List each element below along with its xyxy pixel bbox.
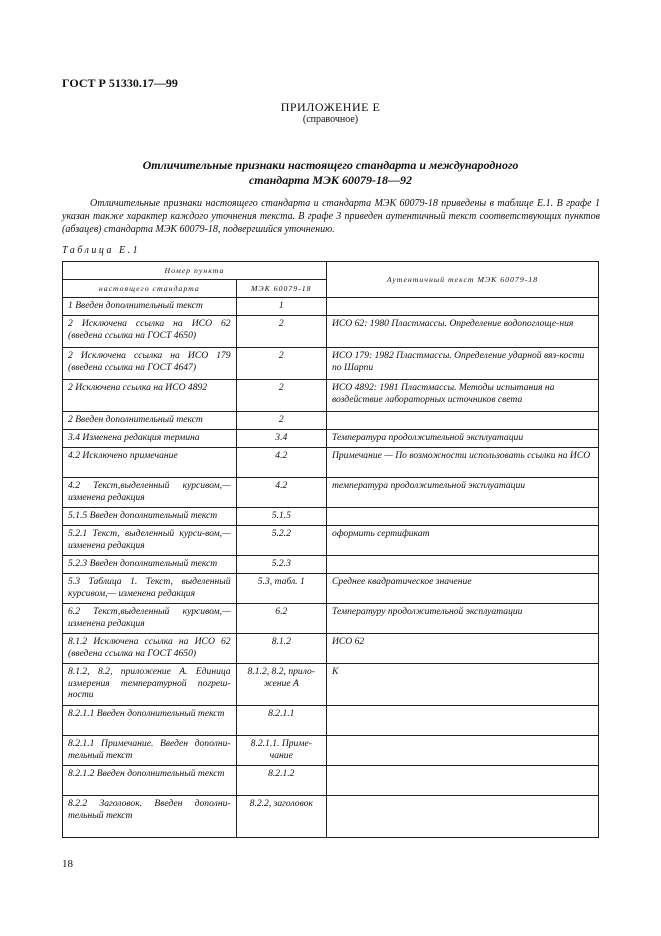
cell-iec-clause: 1 — [236, 298, 326, 316]
table-row — [63, 448, 599, 478]
cell-this-standard: 5.1.5 Введен дополнительный текст — [63, 508, 237, 526]
table-row — [63, 604, 599, 634]
cell-authentic-text — [326, 412, 598, 430]
cell-authentic-text — [326, 736, 598, 766]
cell-this-standard: 8.2.1.1 Введен дополнительный текст — [63, 706, 237, 736]
table-row — [63, 316, 599, 348]
table-row — [63, 298, 599, 316]
table-row — [63, 556, 599, 574]
table-row — [63, 796, 599, 838]
header-authentic-text: Аутентичный текст МЭК 60079-18 — [326, 262, 598, 298]
cell-authentic-text: Примечание — По возможности использовать ссылки на ИСО — [326, 448, 598, 478]
table-row — [63, 430, 599, 448]
cell-this-standard: 1 Введен дополнительный текст — [63, 298, 237, 316]
cell-this-standard: 5.3 Таблица 1. Текст, выделенный курсивом,— изменена редакция — [63, 574, 237, 604]
cell-iec-clause: 6.2 — [236, 604, 326, 634]
standard-code: ГОСТ Р 51330.17—99 — [62, 76, 178, 90]
header-iec-clause: МЭК 60079-18 — [236, 280, 326, 298]
cell-iec-clause: 5.1.5 — [236, 508, 326, 526]
cell-this-standard: 8.1.2, 8.2, приложение А. Единица измерения температурной погреш-ности — [63, 664, 237, 706]
cell-authentic-text: ИСО 62 — [326, 634, 598, 664]
cell-this-standard: 4.2 Исключено примечание — [63, 448, 237, 478]
cell-authentic-text: К — [326, 664, 598, 706]
cell-iec-clause: 2 — [236, 412, 326, 430]
table-body — [63, 298, 599, 838]
cell-this-standard: 8.2.2 Заголовок. Введен дополни-тельный текст — [63, 796, 237, 838]
cell-authentic-text — [326, 508, 598, 526]
cell-iec-clause: 8.2.1.1 — [236, 706, 326, 736]
cell-this-standard: 2 Исключена ссылка на ИСО 62 (введена ссылка на ГОСТ 4650) — [63, 316, 237, 348]
table-row — [63, 412, 599, 430]
cell-authentic-text: температура продолжительной эксплуатации — [326, 478, 598, 508]
table-row — [63, 706, 599, 736]
cell-iec-clause: 4.2 — [236, 478, 326, 508]
table-row — [63, 478, 599, 508]
cell-authentic-text: Среднее квадратическое значение — [326, 574, 598, 604]
page-number: 18 — [62, 858, 73, 870]
cell-this-standard: 6.2 Текст,выделенный курсивом,— изменена редакция — [63, 604, 237, 634]
cell-iec-clause: 3.4 — [236, 430, 326, 448]
cell-iec-clause: 8.1.2, 8.2, прило-жение А — [236, 664, 326, 706]
cell-authentic-text — [326, 556, 598, 574]
table-row — [63, 508, 599, 526]
table-label: Таблица Е.1 — [62, 245, 141, 256]
cell-iec-clause: 8.2.2, заголовок — [236, 796, 326, 838]
cell-authentic-text: Температура продолжительной эксплуатации — [326, 430, 598, 448]
cell-authentic-text — [326, 766, 598, 796]
section-heading-line1: Отличительные признаки настоящего стандарта и международного — [142, 158, 519, 172]
cell-iec-clause: 4.2 — [236, 448, 326, 478]
cell-authentic-text: ИСО 62: 1980 Пластмассы. Определение водопоглоще-ния — [326, 316, 598, 348]
header-this-standard: настоящего стандарта — [63, 280, 237, 298]
cell-authentic-text — [326, 796, 598, 838]
cell-authentic-text — [326, 706, 598, 736]
table-row — [63, 380, 599, 412]
cell-authentic-text: Температуру продолжительной эксплуатации — [326, 604, 598, 634]
comparison-table — [62, 261, 599, 838]
cell-iec-clause: 2 — [236, 348, 326, 380]
cell-authentic-text: ИСО 4892: 1981 Пластмассы. Методы испытания на воздействие лабораторных источников света — [326, 380, 598, 412]
cell-iec-clause: 2 — [236, 380, 326, 412]
cell-this-standard: 8.2.1.2 Введен дополнительный текст — [63, 766, 237, 796]
cell-this-standard: 2 Введен дополнительный текст — [63, 412, 237, 430]
cell-this-standard: 4.2 Текст,выделенный курсивом,— изменена редакция — [63, 478, 237, 508]
cell-this-standard: 8.2.1.1 Примечание. Введен дополни-тельный текст — [63, 736, 237, 766]
intro-paragraph: Отличительные признаки настоящего стандарта и стандарта МЭК 60079-18 приведены в таблице Е.1. В графе 1 указан также характер каждого уточнения текста. В графе 3 приведен аутентичный текст соответствующих пунктов (абзацев) стандарта МЭК 60079-18, подвергшийся уточнению. — [62, 198, 600, 235]
header-group-cell: Номер пункта — [63, 262, 327, 280]
cell-iec-clause: 8.2.1.2 — [236, 766, 326, 796]
cell-authentic-text: ИСО 179: 1982 Пластмассы. Определение ударной вяз-кости по Шарпи — [326, 348, 598, 380]
section-heading-line2: стандарта МЭК 60079-18—92 — [248, 173, 413, 187]
table-row — [63, 766, 599, 796]
cell-iec-clause: 8.1.2 — [236, 634, 326, 664]
cell-iec-clause: 5.2.2 — [236, 526, 326, 556]
cell-this-standard: 5.2.3 Введен дополнительный текст — [63, 556, 237, 574]
table-row — [63, 526, 599, 556]
cell-iec-clause: 8.2.1.1. Приме-чание — [236, 736, 326, 766]
appendix-title: ПРИЛОЖЕНИЕ Е — [280, 100, 381, 114]
cell-authentic-text — [326, 298, 598, 316]
appendix-type: (справочное) — [302, 114, 359, 125]
cell-iec-clause: 2 — [236, 316, 326, 348]
cell-this-standard: 2 Исключена ссылка на ИСО 4892 — [63, 380, 237, 412]
cell-this-standard: 8.1.2 Исключена ссылка на ИСО 62 (введена ссылка на ГОСТ 4650) — [63, 634, 237, 664]
table-row — [63, 348, 599, 380]
table-row — [63, 574, 599, 604]
cell-this-standard: 5.2.1 Текст, выделенный курси-вом,— изменена редакция — [63, 526, 237, 556]
table-row — [63, 664, 599, 706]
cell-iec-clause: 5.3, табл. 1 — [236, 574, 326, 604]
cell-this-standard: 2 Исключена ссылка на ИСО 179 (введена ссылка на ГОСТ 4647) — [63, 348, 237, 380]
cell-authentic-text: оформить сертификат — [326, 526, 598, 556]
cell-this-standard: 3.4 Изменена редакция термина — [63, 430, 237, 448]
cell-iec-clause: 5.2.3 — [236, 556, 326, 574]
table-row — [63, 736, 599, 766]
table-row — [63, 634, 599, 664]
